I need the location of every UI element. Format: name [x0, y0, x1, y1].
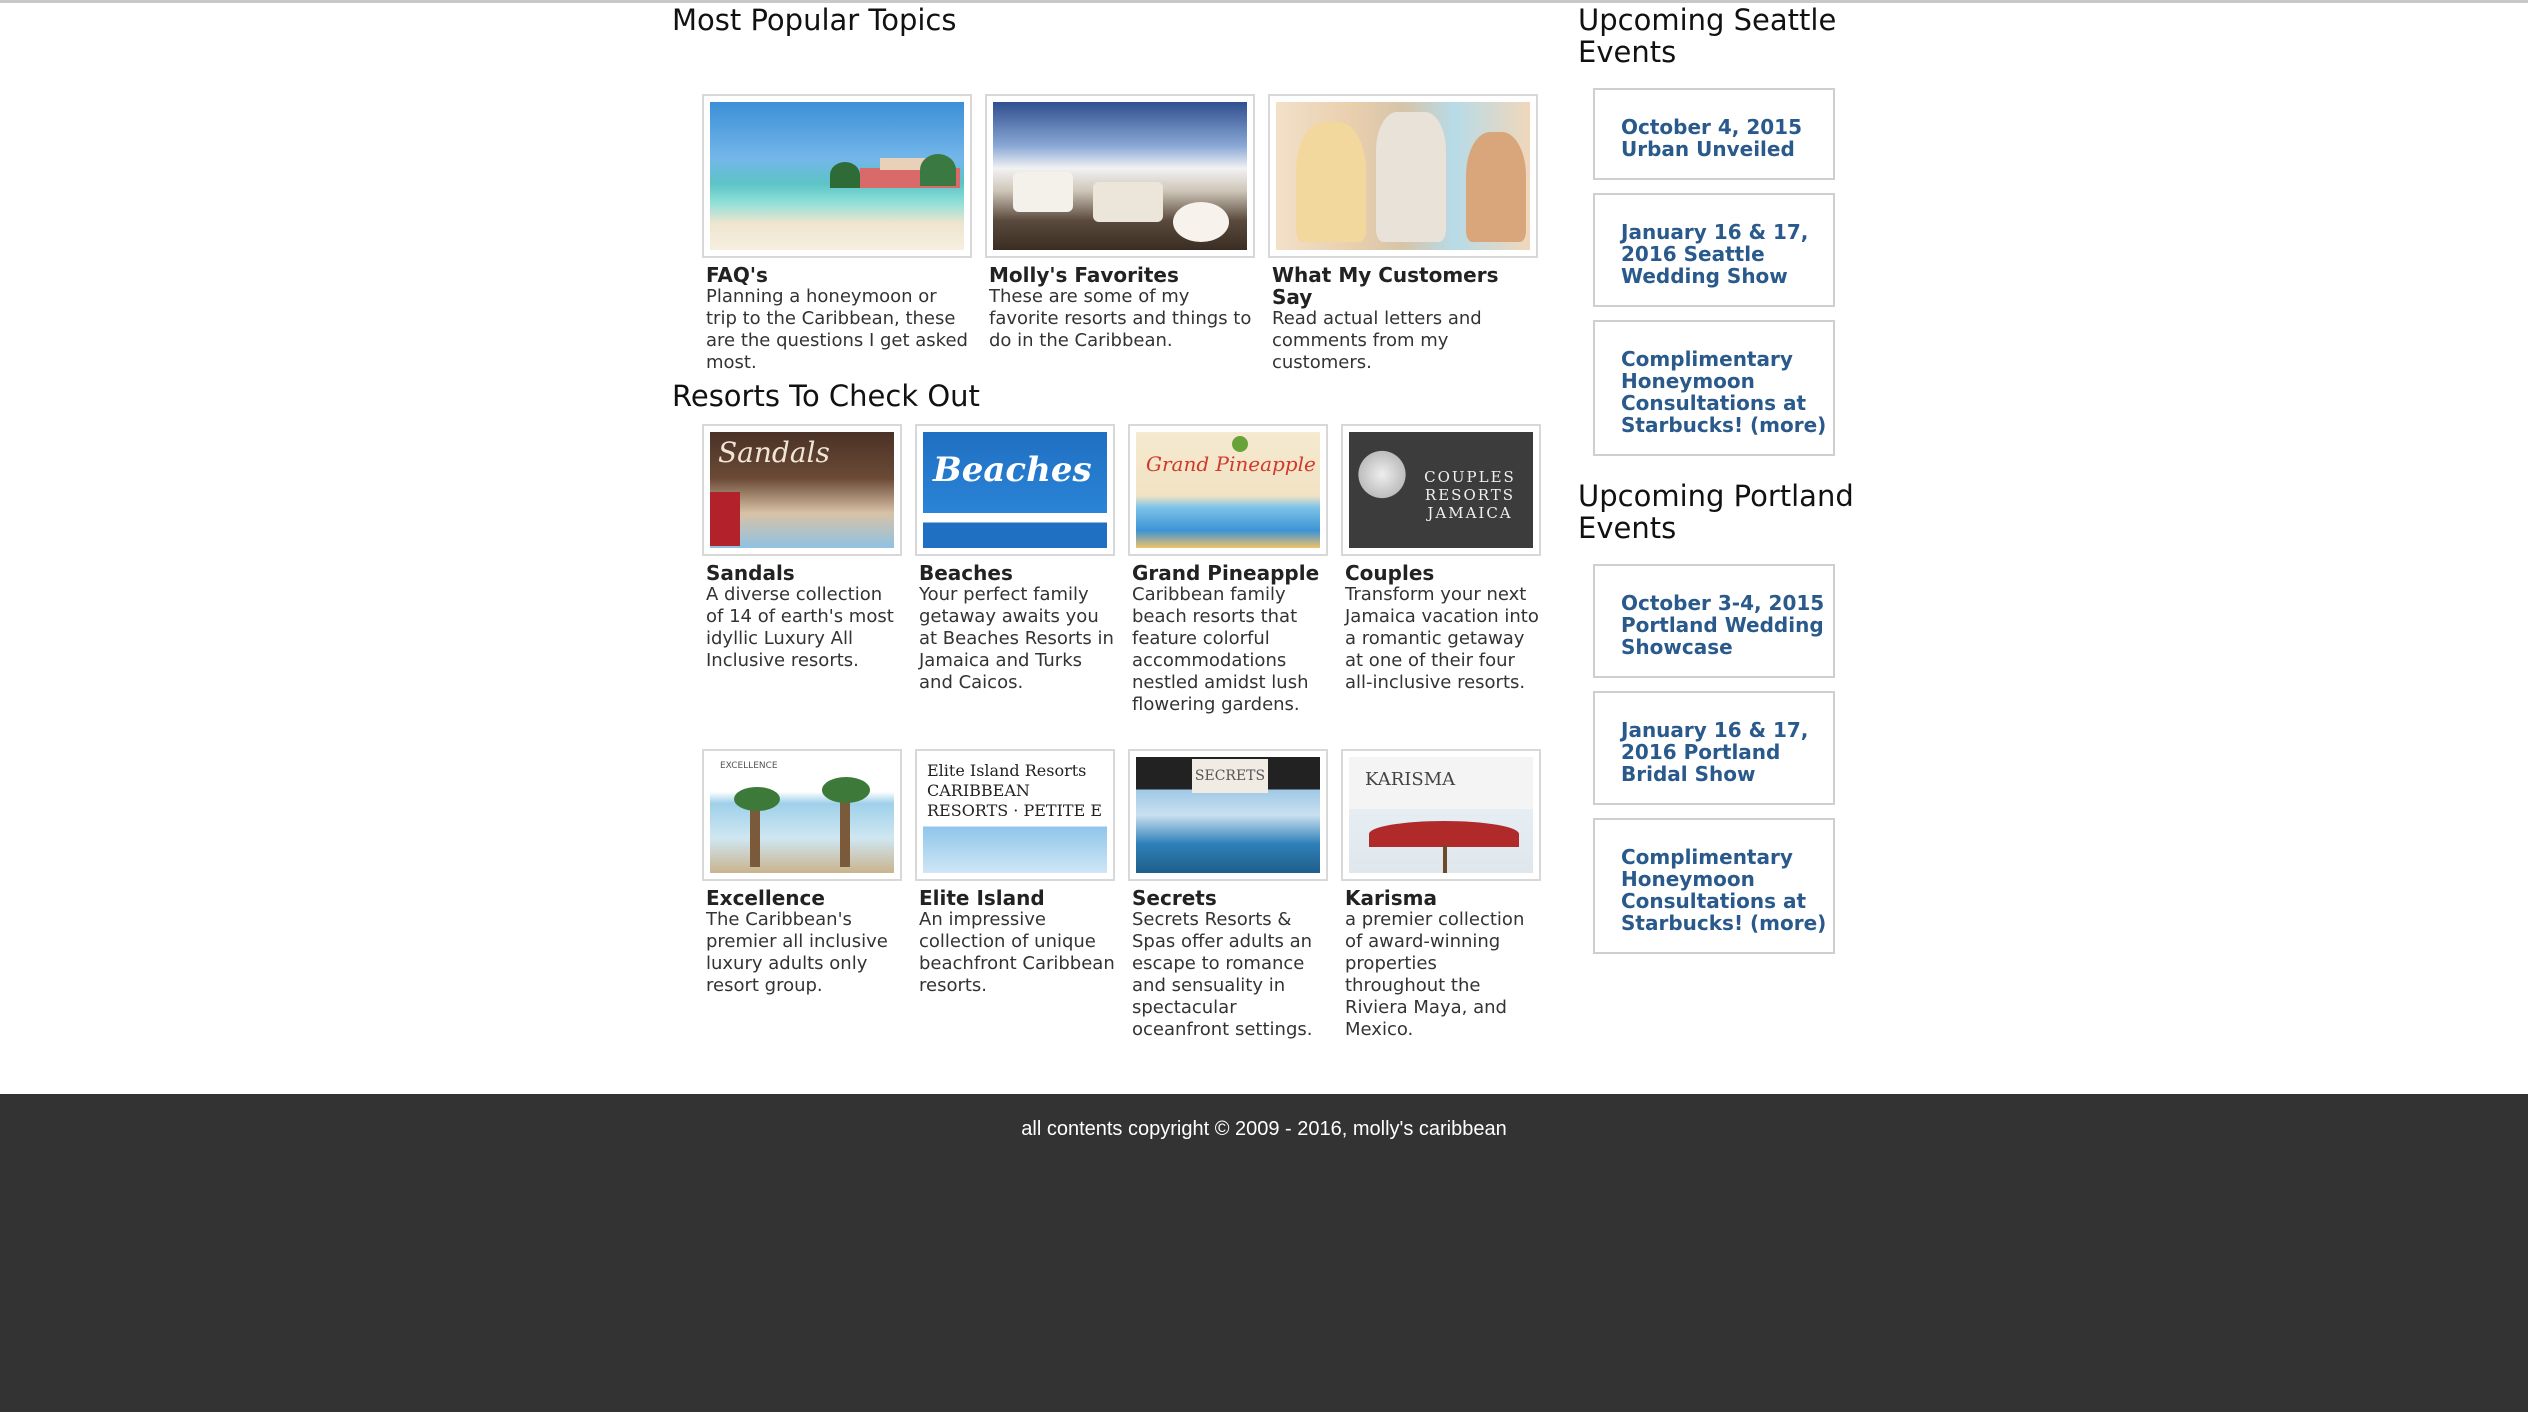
events-sidebar [1578, 4, 1898, 967]
resort-grand-pineapple[interactable] [1128, 424, 1328, 716]
resorts-heading: Resorts To Check Out [672, 379, 980, 413]
event-link[interactable]: January 16 & 17, 2016 Portland Bridal Show [1621, 718, 1809, 786]
sandals-logo-image [710, 432, 894, 548]
resort-secrets[interactable] [1128, 749, 1328, 1041]
event-link[interactable]: October 3-4, 2015 Portland Wedding Showcase [1621, 591, 1825, 659]
grand-pineapple-logo-image [1136, 432, 1320, 548]
karisma-logo-text: KARISMA [1365, 769, 1456, 790]
resort-desc: Secrets Resorts & Spas offer adults an escape to romance and sensuality in spectacular oceanfront settings. [1132, 909, 1313, 1040]
resort-sandals[interactable] [702, 424, 902, 672]
resort-title[interactable]: Grand Pineapple [1132, 561, 1320, 585]
topic-title[interactable]: FAQ's [706, 263, 768, 287]
resort-desc: Transform your next Jamaica vacation into a romantic getaway at one of their four all-inclusive resorts. [1345, 584, 1539, 693]
resort-desc: A diverse collection of 14 of earth's most idyllic Luxury All Inclusive resorts. [706, 584, 894, 671]
resort-title[interactable]: Elite Island [919, 886, 1045, 910]
resort-desc: The Caribbean's premier all inclusive luxury adults only resort group. [706, 909, 888, 996]
grand-pineapple-logo-text: Grand Pineapple [1146, 452, 1316, 476]
topic-favorites-thumb[interactable] [985, 94, 1255, 258]
excellence-logo-text: EXCELLENCE [720, 761, 778, 771]
resort-karisma[interactable] [1341, 749, 1541, 1041]
topic-desc: Planning a honeymoon or trip to the Caribbean, these are the questions I get asked most. [706, 286, 968, 373]
resort-thumb[interactable] [1341, 749, 1541, 881]
event-link[interactable]: January 16 & 17, 2016 Seattle Wedding Show [1621, 220, 1809, 288]
portland-events-heading: Upcoming Portland Events [1578, 479, 1854, 545]
event-box [1593, 818, 1835, 954]
resort-desc: An impressive collection of unique beachfront Caribbean resorts. [919, 909, 1115, 996]
event-box [1593, 193, 1835, 307]
event-link[interactable]: Complimentary Honeymoon Consultations at Starbucks! (more) [1621, 347, 1827, 437]
event-link[interactable]: October 4, 2015 Urban Unveiled [1621, 115, 1803, 161]
resort-couples[interactable] [1341, 424, 1541, 694]
resort-title[interactable]: Beaches [919, 561, 1013, 585]
event-link[interactable]: Complimentary Honeymoon Consultations at Starbucks! (more) [1621, 845, 1827, 935]
dining-photo [993, 102, 1247, 250]
resort-excellence[interactable] [702, 749, 902, 997]
resort-desc: Your perfect family getaway awaits you at Beaches Resorts in Jamaica and Turks and Caicos. [919, 584, 1114, 693]
topic-desc: These are some of my favorite resorts and things to do in the Caribbean. [989, 286, 1252, 351]
topic-title[interactable]: Molly's Favorites [989, 263, 1179, 287]
secrets-logo-text: SECRETS [1192, 759, 1268, 793]
main-content [672, 4, 1572, 1132]
popular-topics [672, 36, 1572, 373]
couples-logo-text: COUPLES RESORTS JAMAICA [1424, 468, 1516, 522]
topic-mollys-favorites[interactable] [985, 94, 1255, 352]
elite-island-logo-text: Elite Island Resorts CARIBBEAN RESORTS · PETITE E [927, 761, 1103, 820]
resort-beaches[interactable] [915, 424, 1115, 694]
topic-faq-thumb[interactable] [702, 94, 972, 258]
resort-elite-island[interactable] [915, 749, 1115, 997]
copyright-text: all contents copyright © 2009 - 2016, molly's caribbean [1021, 1118, 1507, 1140]
topic-desc: Read actual letters and comments from my customers. [1272, 308, 1482, 373]
couples-photo [1276, 102, 1530, 250]
resort-desc: a premier collection of award-winning properties throughout the Riviera Maya, and Mexico. [1345, 909, 1525, 1040]
resort-title[interactable]: Sandals [706, 561, 795, 585]
topic-customers-thumb[interactable] [1268, 94, 1538, 258]
tree-icon [1357, 450, 1407, 520]
event-box [1593, 88, 1835, 180]
event-box [1593, 564, 1835, 678]
footer [0, 1094, 2528, 1412]
couples-logo-image [1349, 432, 1533, 548]
topic-faq[interactable] [702, 94, 972, 374]
secrets-logo-image [1136, 757, 1320, 873]
resort-title[interactable]: Secrets [1132, 886, 1217, 910]
event-box [1593, 691, 1835, 805]
resort-thumb[interactable] [702, 424, 902, 556]
elite-island-logo-image [923, 757, 1107, 873]
resort-title[interactable]: Couples [1345, 561, 1435, 585]
karisma-logo-image [1349, 757, 1533, 873]
resort-desc: Caribbean family beach resorts that feature colorful accommodations nestled amidst lush flowering gardens. [1132, 584, 1309, 715]
top-border [0, 0, 2528, 3]
resorts-grid [672, 412, 1572, 1132]
resort-thumb[interactable] [1128, 424, 1328, 556]
resort-title[interactable]: Karisma [1345, 886, 1437, 910]
seattle-events-heading: Upcoming Seattle Events [1578, 3, 1837, 69]
resort-thumb[interactable] [915, 424, 1115, 556]
topic-customers-say[interactable] [1268, 94, 1538, 374]
resort-thumb[interactable] [1128, 749, 1328, 881]
resort-thumb[interactable] [702, 749, 902, 881]
event-box [1593, 320, 1835, 456]
excellence-logo-image [710, 757, 894, 873]
sandals-logo-text: Sandals [718, 436, 830, 469]
beaches-logo-text: Beaches [933, 450, 1092, 490]
popular-topics-heading: Most Popular Topics [672, 3, 957, 37]
topic-title[interactable]: What My Customers Say [1272, 263, 1499, 309]
beaches-logo-image [923, 432, 1107, 548]
resort-thumb[interactable] [915, 749, 1115, 881]
beach-photo [710, 102, 964, 250]
resort-thumb[interactable] [1341, 424, 1541, 556]
resort-title[interactable]: Excellence [706, 886, 825, 910]
